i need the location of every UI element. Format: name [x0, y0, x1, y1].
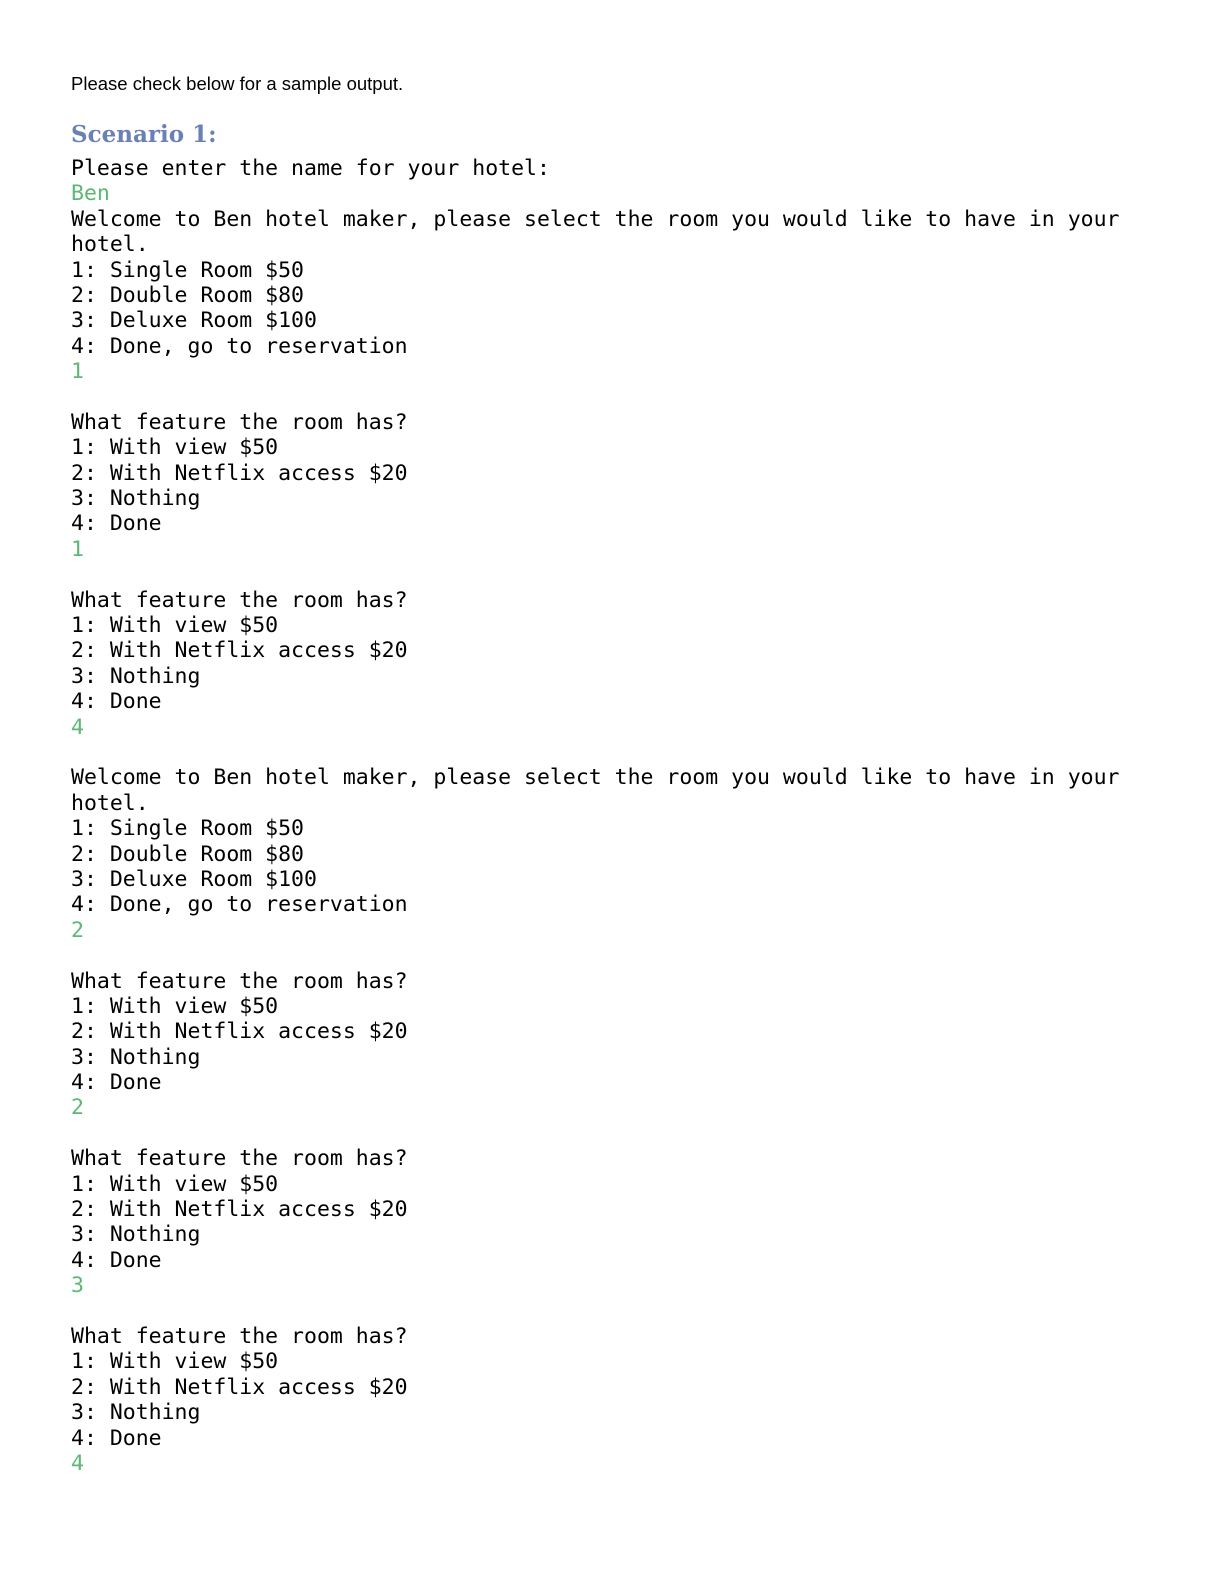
- console-output-line: 4: Done: [71, 1425, 162, 1451]
- console-output-line: What feature the room has?: [71, 409, 408, 435]
- console-output-line: 2: Double Room $80: [71, 282, 304, 308]
- user-input-line: 4: [71, 1450, 84, 1476]
- console-output-line: What feature the room has?: [71, 1146, 408, 1172]
- console-output-line: 2: With Netflix access $20: [71, 1197, 408, 1223]
- user-input-line: 3: [71, 1273, 84, 1299]
- console-output-line: 3: Nothing: [71, 1222, 201, 1248]
- blank-line: [71, 385, 1119, 410]
- console-output-line: What feature the room has?: [71, 1323, 408, 1349]
- console-output-line: 2: With Netflix access $20: [71, 460, 408, 486]
- blank-line: [71, 562, 1119, 587]
- console-output-line: 4: Done: [71, 1070, 162, 1096]
- scenario-heading: Scenario 1:: [71, 121, 217, 148]
- intro-text: Please check below for a sample output.: [71, 73, 404, 94]
- console-output-line: What feature the room has?: [71, 587, 408, 613]
- blank-line: [71, 740, 1119, 765]
- user-input-line: Ben: [71, 181, 110, 207]
- console-output-line: 1: With view $50: [71, 1171, 279, 1197]
- console-output-line: 2: Double Room $80: [71, 841, 304, 867]
- console-output-line: 3: Deluxe Room $100: [71, 866, 317, 892]
- console-output-line: 3: Nothing: [71, 1044, 201, 1070]
- console-output-line: 1: With view $50: [71, 613, 279, 639]
- console-output-line: 3: Deluxe Room $100: [71, 308, 317, 334]
- console-output-line: 1: Single Room $50: [71, 816, 304, 842]
- console-output-line: 1: With view $50: [71, 993, 279, 1019]
- console-output-line: Welcome to Ben hotel maker, please select the room you would like to have in your: [71, 765, 1120, 791]
- user-input-line: 4: [71, 714, 84, 740]
- console-output-line: Please enter the name for your hotel:: [71, 156, 550, 181]
- console-output-line: 4: Done: [71, 511, 162, 537]
- console-output-line: 1: Single Room $50: [71, 257, 304, 283]
- sample-console-output: [71, 156, 1119, 1476]
- console-output-line: 4: Done: [71, 1247, 162, 1273]
- user-input-line: 1: [71, 536, 84, 562]
- user-input-line: 1: [71, 359, 84, 385]
- console-output-line: 3: Nothing: [71, 486, 201, 512]
- console-output-line: hotel.: [71, 232, 149, 258]
- user-input-line: 2: [71, 1095, 84, 1121]
- console-output-line: What feature the room has?: [71, 968, 408, 994]
- blank-line: [71, 1121, 1119, 1146]
- console-output-line: Welcome to Ben hotel maker, please select the room you would like to have in your: [71, 206, 1120, 232]
- blank-line: [71, 1299, 1119, 1324]
- console-output-line: 4: Done, go to reservation: [71, 333, 408, 359]
- console-output-line: hotel.: [71, 790, 149, 816]
- console-output-line: 1: With view $50: [71, 435, 279, 461]
- console-output-line: 2: With Netflix access $20: [71, 638, 408, 664]
- console-output-line: 2: With Netflix access $20: [71, 1019, 408, 1045]
- blank-line: [71, 943, 1119, 968]
- console-output-line: 2: With Netflix access $20: [71, 1374, 408, 1400]
- console-output-line: 4: Done, go to reservation: [71, 892, 408, 918]
- console-output-line: 1: With view $50: [71, 1349, 279, 1375]
- console-output-line: 4: Done: [71, 689, 162, 715]
- console-output-line: 3: Nothing: [71, 663, 201, 689]
- console-output-line: 3: Nothing: [71, 1400, 201, 1426]
- user-input-line: 2: [71, 917, 84, 943]
